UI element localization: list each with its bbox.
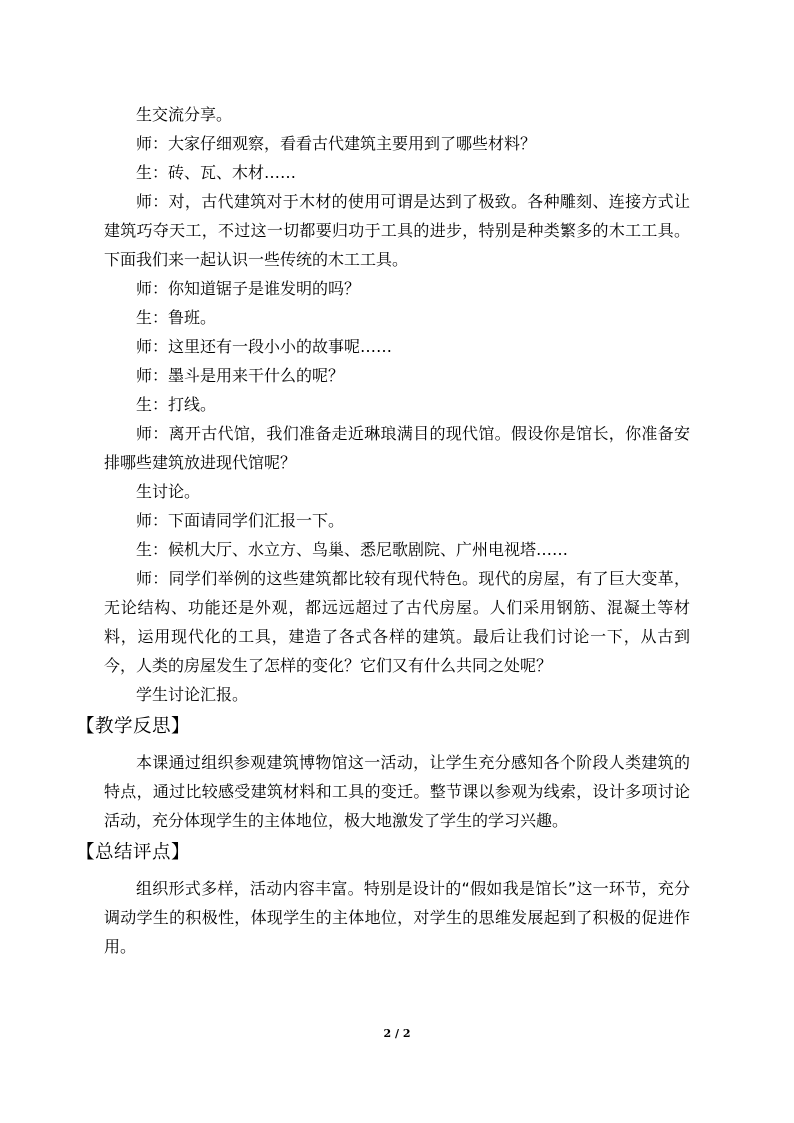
dialogue-line: 师：对，古代建筑对于木材的使用可谓是达到了极致。各种雕刻、连接方式让建筑巧夺天工，不过这一切都要归功于工具的进步，特别是种类繁多的木工工具。下面我们来一起认识一些传统的木工工具。: [104, 192, 690, 269]
dialogue-line: 生：砖、瓦、木材……: [136, 163, 297, 182]
dialogue-line: 生讨论。: [136, 482, 201, 501]
page-number: 2 / 2: [383, 1027, 411, 1040]
dialogue-line: 生交流分享。: [136, 105, 233, 124]
reflection-paragraph: 本课通过组织参观建筑博物馆这一活动，让学生充分感知各个阶段人类建筑的特点，通过比较感受建筑材料和工具的变迁。整节课以参观为线索，设计多项讨论活动，充分体现学生的主体地位，极大地激发了学生的学习兴趣。: [104, 753, 690, 830]
dialogue-line: 生：打线。: [136, 395, 217, 414]
dialogue-line: 学生讨论汇报。: [136, 685, 249, 704]
summary-paragraph: 组织形式多样，活动内容丰富。特别是设计的“假如我是馆长”这一环节，充分调动学生的积极性，体现学生的主体地位，对学生的思维发展起到了积极的促进作用。: [104, 879, 690, 956]
dialogue-line: 生：候机大厅、水立方、鸟巢、悉尼歌剧院、广州电视塔……: [136, 540, 569, 559]
summary-heading: 【总结评点】: [76, 842, 191, 863]
dialogue-line: 师：同学们举例的这些建筑都比较有现代特色。现代的房屋，有了巨大变革，无论结构、功能还是外观，都远远超过了古代房屋。人们采用钢筋、混凝土等材料，运用现代化的工具，建造了各式各样的建筑。最后让我们讨论一下，从古到今，人类的房屋发生了怎样的变化？它们又有什么共同之处呢？: [104, 569, 690, 675]
reflection-heading: 【教学反思】: [76, 716, 191, 737]
dialogue-line: 师：墨斗是用来干什么的呢？: [136, 366, 345, 385]
dialogue-line: 师：你知道锯子是谁发明的吗？: [136, 279, 361, 298]
dialogue-line: 师：下面请同学们汇报一下。: [136, 511, 345, 530]
document-body: [76, 100, 690, 961]
dialogue-line: 师：大家仔细观察，看看古代建筑主要用到了哪些材料？: [136, 134, 537, 153]
dialogue-line: 生：鲁班。: [136, 308, 217, 327]
dialogue-line: 师：离开古代馆，我们准备走近琳琅满目的现代馆。假设你是馆长，你准备安排哪些建筑放进现代馆呢？: [104, 424, 690, 472]
dialogue-line: 师：这里还有一段小小的故事呢……: [136, 337, 393, 356]
